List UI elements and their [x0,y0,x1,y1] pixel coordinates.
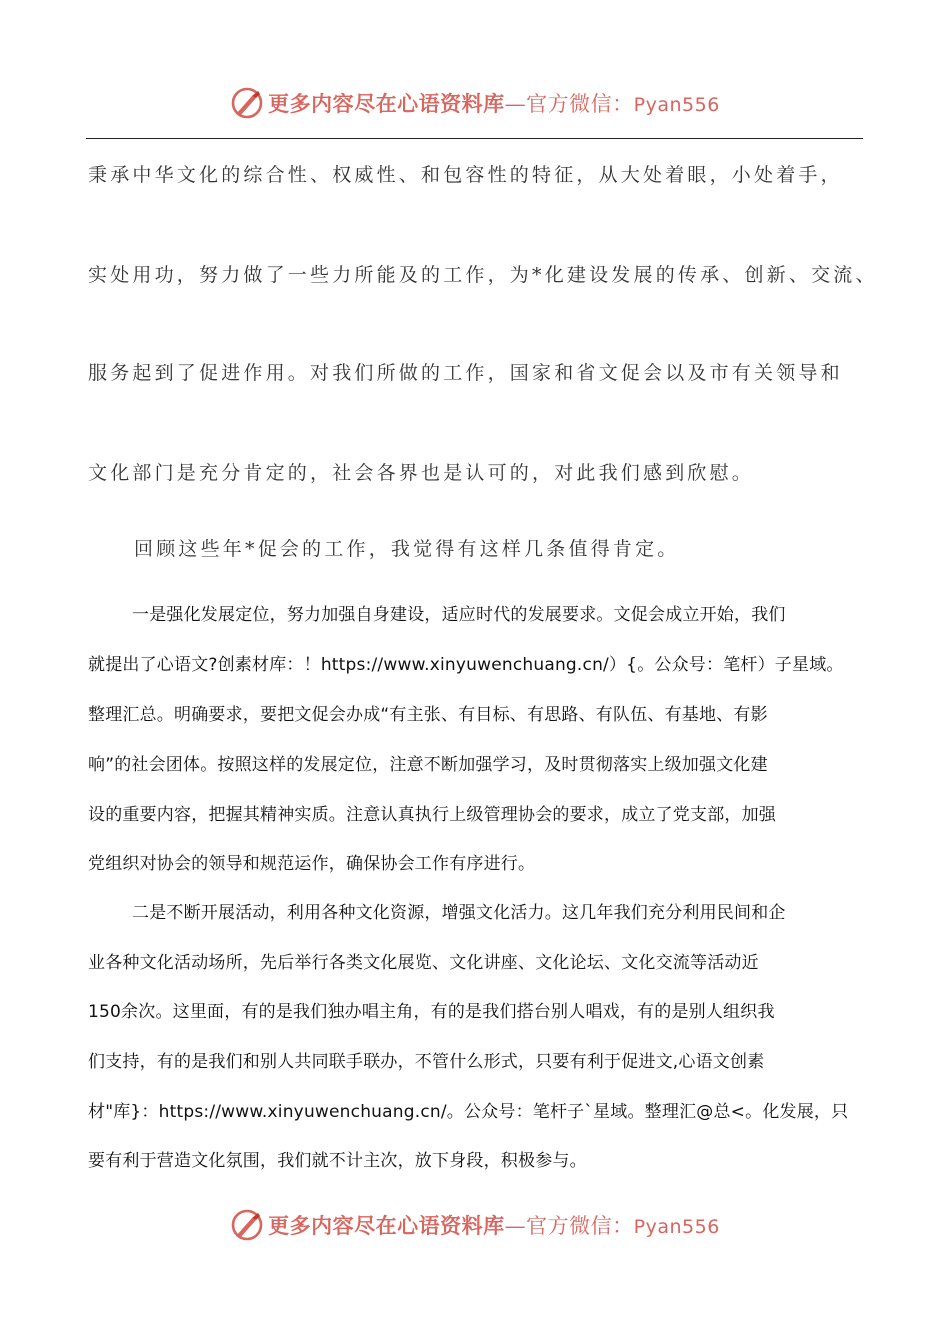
pen-logo-icon [230,86,264,120]
text-line: 服务起到了促进作用。对我们所做的工作，国家和省文促会以及市有关领导和 [88,362,843,384]
text-line: 文化部门是充分肯定的，社会各界也是认可的，对此我们感到欣慰。 [88,462,755,484]
body-line: 材"库}：https://www.xinyuwenchuang.cn/。公众号：笔杆子`星域。整理汇@总<。化发展，只 [88,1102,849,1122]
body-line: 150余次。这里面，有的是我们独办唱主角，有的是我们搭台别人唱戏，有的是别人组织我 [88,1002,775,1022]
text-line: 回顾这些年*促会的工作，我觉得有这样几条值得肯定。 [134,538,680,560]
body-line: 二是不断开展活动，利用各种文化资源，增强文化活力。这几年我们充分利用民间和企 [132,903,786,923]
banner-text: 更多内容尽在心语资料库—官方微信：Pyan556 [268,1213,720,1238]
body-line: 响”的社会团体。按照这样的发展定位，注意不断加强学习，及时贯彻落实上级加强文化建 [88,755,768,775]
body-line: 就提出了心语文?创素材库：！https://www.xinyuwenchuang.cn/）{。公众号：笔杆）子星域。 [88,655,844,675]
banner-text: 更多内容尽在心语资料库—官方微信：Pyan556 [268,91,720,116]
header-banner [0,86,950,120]
footer-banner [0,1208,950,1242]
body-line: 业各种文化活动场所，先后举行各类文化展览、文化讲座、文化论坛、文化交流等活动近 [88,953,759,973]
body-line: 设的重要内容，把握其精神实质。注意认真执行上级管理协会的要求，成立了党支部，加强 [88,805,776,825]
body-line: 要有利于营造文化氛围，我们就不计主次，放下身段，积极参与。 [88,1151,587,1171]
body-line: 党组织对协会的领导和规范运作，确保协会工作有序进行。 [88,854,536,874]
body-line: 一是强化发展定位，努力加强自身建设，适应时代的发展要求。文促会成立开始，我们 [132,605,786,625]
pen-logo-icon [230,1208,264,1242]
text-line: 实处用功，努力做了一些力所能及的工作，为*化建设发展的传承、创新、交流、 [88,264,878,286]
body-line: 整理汇总。明确要求，要把文促会办成“有主张、有目标、有思路、有队伍、有基地、有影 [88,705,768,725]
text-line: 秉承中华文化的综合性、权威性、和包容性的特征，从大处着眼，小处着手， [88,164,843,186]
header-rule [86,138,863,139]
body-line: 们支持，有的是我们和别人共同联手联办，不管什么形式，只要有利于促进文,心语文创素 [88,1052,765,1072]
